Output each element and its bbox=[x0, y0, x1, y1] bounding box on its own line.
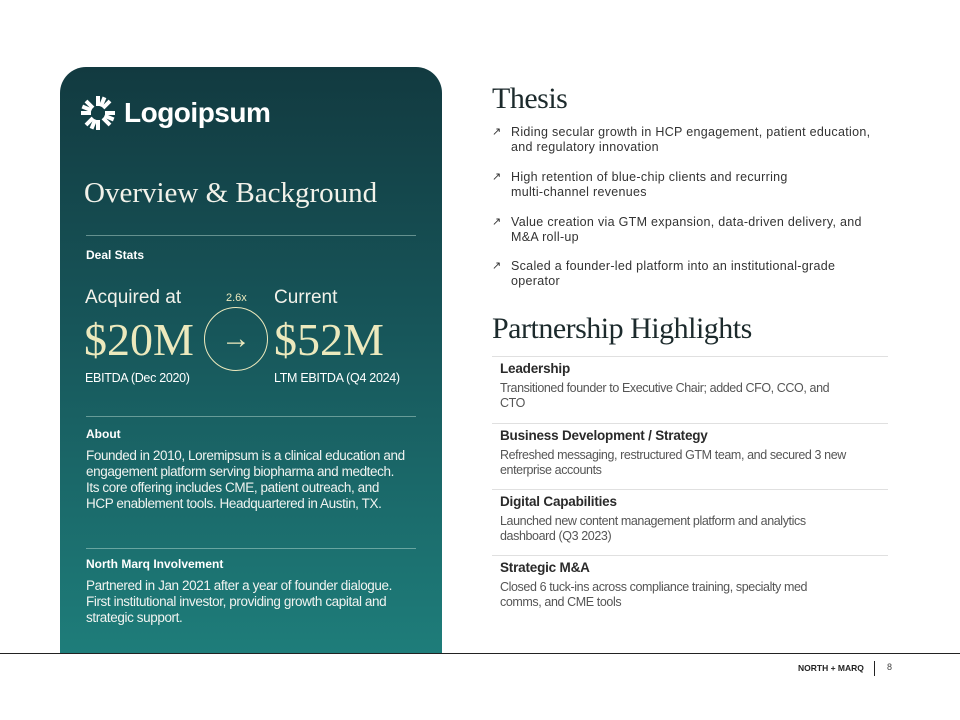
arrow-up-right-icon: ↗ bbox=[492, 171, 502, 183]
acquired-value: $20M bbox=[84, 314, 194, 365]
current-value: $52M bbox=[274, 314, 384, 365]
arrow-right-icon: → bbox=[204, 307, 268, 371]
involvement-label: North Marq Involvement bbox=[86, 557, 224, 571]
thesis-item bbox=[492, 259, 872, 289]
highlight-text: Transitioned founder to Executive Chair; added CFO, CCO, and CTO bbox=[500, 381, 830, 410]
logo-text: Logoipsum bbox=[124, 97, 271, 128]
thesis-text: High retention of blue-chip clients and recurring multi-channel revenues bbox=[511, 170, 788, 199]
arrow-up-right-icon: ↗ bbox=[492, 126, 502, 138]
arrow-up-right-icon: ↗ bbox=[492, 216, 502, 228]
highlight-text: Closed 6 tuck-ins across compliance training, specialty med comms, and CME tools bbox=[500, 580, 808, 609]
acquired-label: Acquired at bbox=[85, 287, 182, 308]
highlight-item bbox=[492, 555, 888, 614]
footer-brand: NORTH + MARQ bbox=[798, 663, 864, 673]
overview-card bbox=[60, 67, 442, 653]
highlights-title: Partnership Highlights bbox=[492, 312, 752, 345]
highlight-item bbox=[492, 356, 888, 415]
thesis-item bbox=[492, 125, 872, 155]
footer-rule bbox=[0, 653, 960, 654]
highlight-title: Digital Capabilities bbox=[500, 494, 617, 509]
page-number: 8 bbox=[887, 662, 893, 672]
about-label: About bbox=[86, 427, 121, 441]
divider bbox=[86, 548, 416, 549]
highlight-item bbox=[492, 423, 888, 482]
thesis-title: Thesis bbox=[492, 82, 568, 115]
highlight-title: Leadership bbox=[500, 361, 571, 376]
multiple-label: 2.6x bbox=[226, 292, 247, 304]
company-logo bbox=[80, 95, 270, 131]
thesis-item bbox=[492, 170, 872, 200]
thesis-text: Riding secular growth in HCP engagement, patient education, and regulatory innovation bbox=[511, 125, 871, 154]
card-title: Overview & Background bbox=[84, 177, 378, 209]
highlight-text: Launched new content management platform and analytics dashboard (Q3 2023) bbox=[500, 514, 806, 543]
current-caption: LTM EBITDA (Q4 2024) bbox=[274, 371, 400, 385]
acquired-caption: EBITDA (Dec 2020) bbox=[85, 371, 190, 385]
thesis-item bbox=[492, 215, 872, 245]
thesis-text: Value creation via GTM expansion, data-driven delivery, and M&A roll-up bbox=[511, 215, 862, 244]
arrow-up-right-icon: ↗ bbox=[492, 260, 502, 272]
highlight-item bbox=[492, 489, 888, 548]
divider bbox=[86, 235, 416, 236]
highlight-text: Refreshed messaging, restructured GTM team, and secured 3 new enterprise accounts bbox=[500, 448, 846, 477]
highlight-title: Strategic M&A bbox=[500, 560, 590, 575]
sunburst-logo-icon bbox=[80, 95, 116, 131]
about-text: Founded in 2010, Loremipsum is a clinical education and engagement platform serving biopharma and medtech. Its core offering includes CME, patient outreach, and HCP enablement tools. Headquartered in Austin, TX. bbox=[86, 448, 405, 511]
thesis-text: Scaled a founder-led platform into an institutional-grade operator bbox=[511, 259, 836, 288]
current-label: Current bbox=[274, 287, 338, 308]
involvement-text: Partnered in Jan 2021 after a year of founder dialogue. First institutional investor, providing growth capital and strategic support. bbox=[86, 578, 392, 625]
deal-stats-label: Deal Stats bbox=[86, 248, 145, 262]
footer-divider bbox=[874, 661, 875, 676]
divider bbox=[86, 416, 416, 417]
highlight-title: Business Development / Strategy bbox=[500, 428, 708, 443]
